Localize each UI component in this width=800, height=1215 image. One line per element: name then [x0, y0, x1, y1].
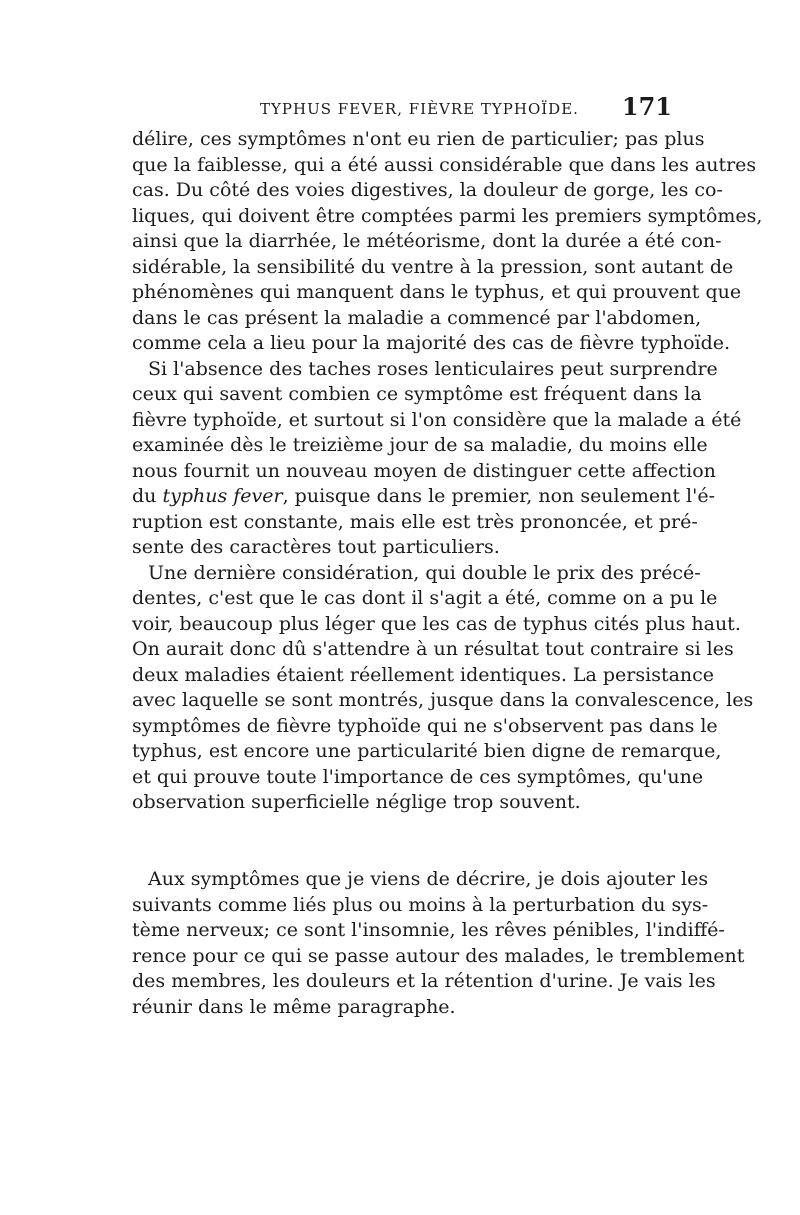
text-line: examinée dès le treizième jour de sa maladie, du moins elle [132, 434, 708, 456]
running-title: TYPHUS FEVER, FIÈVRE TYPHOÏDE. [260, 100, 579, 118]
text-line: Aux symptômes que je viens de décrire, je dois ajouter les [148, 868, 709, 890]
text-line: observation superficielle néglige trop souvent. [132, 791, 581, 813]
text-line: Une dernière considération, qui double le prix des précé- [148, 561, 701, 584]
text-line: que la faiblesse, qui a été aussi considérable que dans les autres [132, 153, 757, 176]
text-line: dans le cas présent la maladie a commencé par l'abdomen, [132, 306, 702, 329]
main-text-continued [132, 867, 745, 1020]
text-line: suivants comme liés plus ou moins à la perturbation du sys- [132, 893, 709, 916]
text-line: réunir dans le même paragraphe. [132, 995, 456, 1018]
text-line-with-italic [132, 484, 716, 510]
paragraph-2 [132, 357, 742, 561]
text-line: des membres, les douleurs et la rétention d'urine. Je vais les [132, 970, 716, 992]
text-line: typhus, est encore une particularité bien digne de remarque, [132, 740, 722, 762]
text-line: délire, ces symptômes n'ont eu rien de particulier; pas plus [132, 128, 705, 150]
text-line: Si l'absence des taches roses lenticulaires peut surprendre [148, 357, 718, 380]
text-line: sente des caractères tout particuliers. [132, 536, 500, 558]
page-number: 171 [621, 92, 672, 121]
text-line: On aurait donc dû s'attendre à un résultat tout contraire si les [132, 638, 734, 660]
paragraph-1 [132, 127, 763, 357]
text-fragment: du [132, 485, 163, 507]
text-line: tème nerveux; ce sont l'insomnie, les rêves pénibles, l'indiffé- [132, 919, 725, 941]
text-line: deux maladies étaient réellement identiques. La persistance [132, 663, 715, 686]
text-fragment: , puisque dans le premier, non seulement l'é- [282, 485, 716, 507]
text-line: comme cela a lieu pour la majorité des cas de fièvre typhoïde. [132, 332, 731, 354]
main-text [132, 127, 763, 816]
text-line: ceux qui savent combien ce symptôme est fréquent dans la [132, 383, 702, 405]
text-line: nous fournit un nouveau moyen de distinguer cette affection [132, 459, 716, 482]
text-line: symptômes de fièvre typhoïde qui ne s'observent pas dans le [132, 714, 718, 737]
text-line: rence pour ce qui se passe autour des malades, le tremblement [132, 944, 745, 967]
text-line: liques, qui doivent être comptées parmi les premiers symptômes, [132, 204, 763, 227]
text-line: ruption est constante, mais elle est très prononcée, et pré- [132, 510, 698, 533]
text-line: sidérable, la sensibilité du ventre à la pression, sont autant de [132, 255, 734, 278]
text-line: voir, beaucoup plus léger que les cas de typhus cités plus haut. [132, 612, 741, 635]
text-line: fièvre typhoïde, et surtout si l'on considère que la malade a été [132, 408, 742, 431]
text-line: dentes, c'est que le cas dont il s'agit a été, comme on a pu le [132, 587, 718, 609]
text-line: cas. Du côté des voies digestives, la douleur de gorge, les co- [132, 179, 723, 201]
text-line: et qui prouve toute l'importance de ces symptômes, qu'une [132, 765, 704, 788]
paragraph-3 [132, 561, 754, 816]
page-header [132, 92, 672, 124]
text-line: avec laquelle se sont montrés, jusque dans la convalescence, les [132, 689, 754, 711]
paragraph-4 [132, 867, 745, 1020]
text-line: phénomènes qui manquent dans le typhus, et qui prouvent que [132, 281, 742, 303]
italic-term: typhus fever [162, 485, 283, 507]
text-line: ainsi que la diarrhée, le météorisme, dont la durée a été con- [132, 230, 722, 252]
